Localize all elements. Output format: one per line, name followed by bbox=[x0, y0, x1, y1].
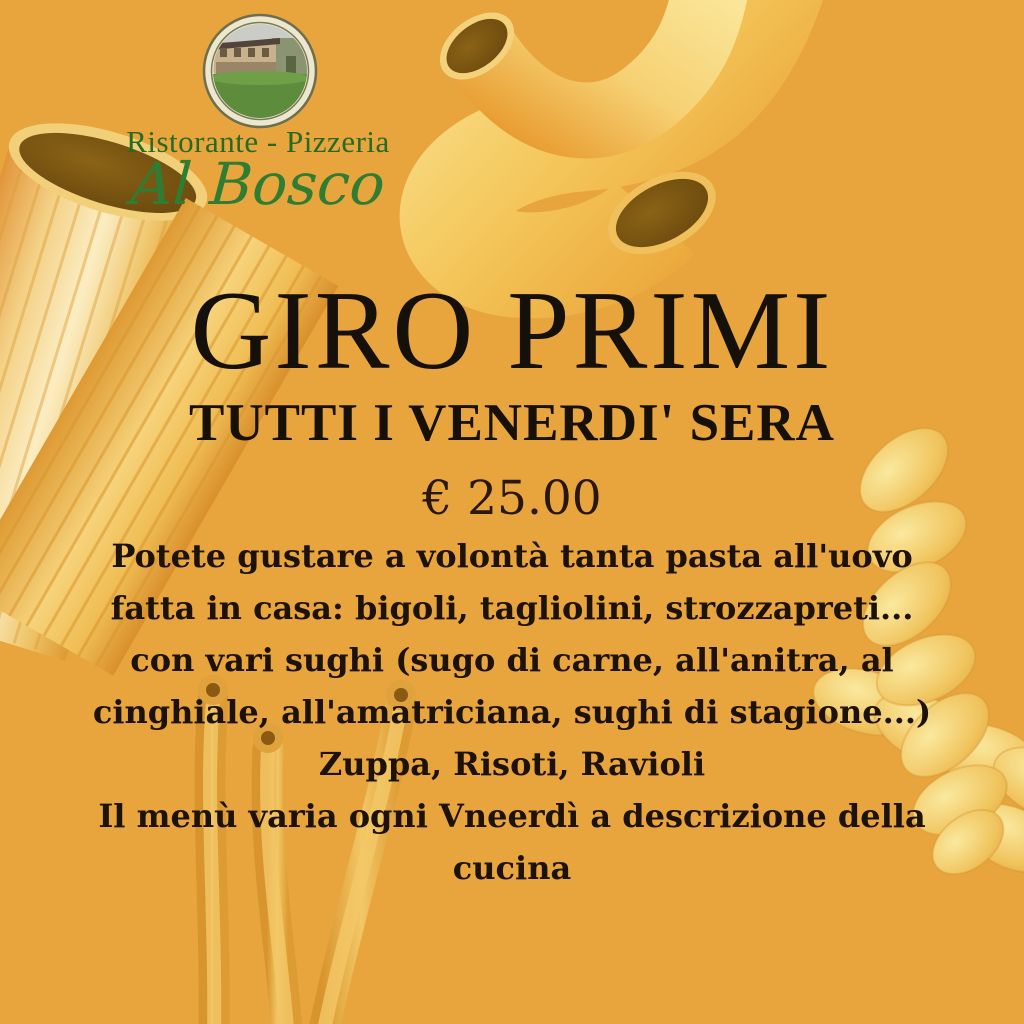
menu-subtitle: TUTTI I VENERDI' SERA bbox=[189, 394, 835, 452]
description-line: Il menù varia ogni Vneerdì a descrizione della bbox=[98, 797, 926, 835]
brand-tagline: Ristorante - Pizzeria bbox=[126, 124, 390, 159]
menu-description bbox=[0, 530, 1024, 894]
description-line: Zuppa, Risoti, Ravioli bbox=[318, 745, 706, 783]
description-line: Potete gustare a volontà tanta pasta all'uovo bbox=[111, 537, 913, 575]
brand-name: Al Bosco bbox=[128, 150, 388, 218]
description-line: con vari sughi (sugo di carne, all'anitra, al bbox=[130, 641, 894, 679]
elbow-macaroni-icon bbox=[427, 0, 714, 120]
description-line: fatta in casa: bigoli, tagliolini, strozzapreti... bbox=[110, 589, 914, 627]
menu-price: € 25.00 bbox=[422, 471, 602, 526]
page-title: GIRO PRIMI bbox=[190, 269, 834, 393]
description-line: cinghiale, all'amatriciana, sughi di stagione...) bbox=[92, 693, 932, 731]
restaurant-building-photo-icon bbox=[202, 12, 318, 130]
restaurant-logo bbox=[202, 12, 318, 130]
description-line: cucina bbox=[452, 849, 572, 887]
